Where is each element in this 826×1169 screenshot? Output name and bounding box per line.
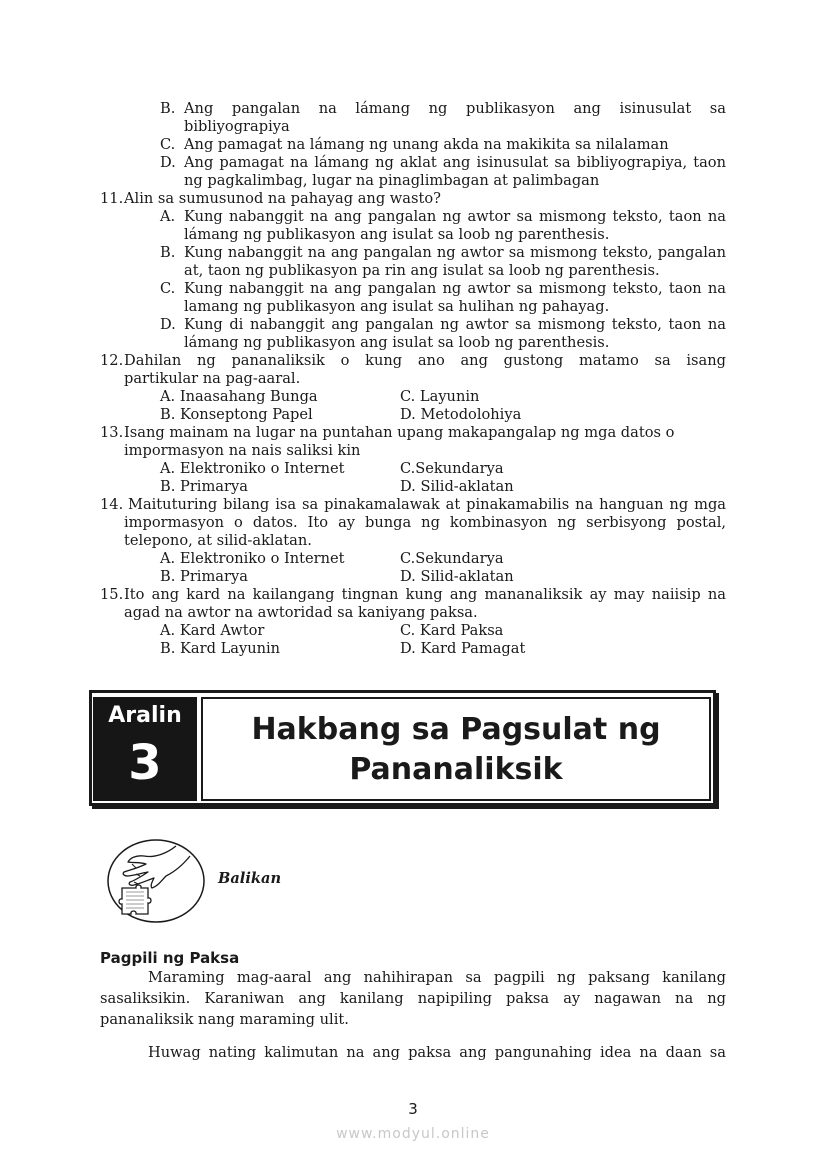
- q12-stem: Dahilan ng pananaliksik o kung ano ang gustong matamo sa isang: [124, 352, 726, 369]
- lesson-title-box: [201, 697, 711, 801]
- q12-stem-cont: partikular na pag-aaral.: [124, 370, 301, 387]
- q14-stem-cont-2: telepono, at silid-aklatan.: [124, 532, 312, 549]
- q11-option-b-text-cont: at, taon ng publikasyon pa rin ang isulat sa loob ng parenthesis.: [184, 262, 660, 279]
- q15-option-a: A. Kard Awtor: [160, 622, 265, 639]
- q14-option-c: C.Sekundarya: [400, 550, 504, 567]
- q13-option-a: A. Elektroniko o Internet: [160, 460, 345, 477]
- q11-option-d-text: Kung di nabanggit ang pangalan ng awtor sa mismong teksto, taon na: [184, 316, 726, 333]
- q11-option-b-letter: B.: [160, 244, 176, 261]
- q15-stem: Ito ang kard na kailangang tingnan kung ang mananaliksik ay may naiisip na: [124, 586, 726, 603]
- paragraph-1-line-2: sasaliksikin. Karaniwan ang kanilang napipiling paksa ay nagawan na ng: [100, 990, 726, 1007]
- q11-number: 11.: [100, 190, 124, 207]
- q10-option-b-text: Ang pangalan na lámang ng publikasyon ang isinusulat sa: [184, 100, 726, 117]
- lesson-title-line-1: Hakbang sa Pagsulat ng: [251, 712, 661, 747]
- q15-stem-cont: agad na awtor na awtoridad sa kaniyang paksa.: [124, 604, 478, 621]
- q15-number: 15.: [100, 586, 124, 603]
- balikan-label: Balikan: [218, 870, 282, 887]
- q12-option-b: B. Konseptong Papel: [160, 406, 313, 423]
- q11-option-c-text: Kung nabanggit na ang pangalan ng awtor sa mismong teksto, taon na: [184, 280, 726, 297]
- q10-option-b-text-cont: bibliyograpiya: [184, 118, 290, 135]
- section-heading: Pagpili ng Paksa: [100, 949, 240, 967]
- q15-option-c: C. Kard Paksa: [400, 622, 504, 639]
- footer-watermark: www.modyul.online: [336, 1126, 490, 1142]
- q15-option-b: B. Kard Layunin: [160, 640, 281, 657]
- q12-number: 12.: [100, 352, 124, 369]
- q11-option-a-text-cont: lámang ng publikasyon ang isulat sa loob ng parenthesis.: [184, 226, 610, 243]
- q11-option-c-letter: C.: [160, 280, 176, 297]
- q10-option-c-text: Ang pamagat na lámang ng unang akda na makikita sa nilalaman: [184, 136, 669, 153]
- aralin-number: 3: [128, 735, 162, 791]
- q10-option-d-letter: D.: [160, 154, 176, 171]
- q11-option-d-letter: D.: [160, 316, 176, 333]
- q14-option-d: D. Silid-aklatan: [400, 568, 514, 585]
- q10-option-b-letter: B.: [160, 100, 176, 117]
- q10-option-c-letter: C.: [160, 136, 176, 153]
- q12-option-d: D. Metodolohiya: [400, 406, 522, 423]
- q11-option-a-letter: A.: [160, 208, 176, 225]
- puzzle-hand-icon: [106, 838, 206, 924]
- q11-option-d-text-cont: lámang ng publikasyon ang isulat sa loob ng parenthesis.: [184, 334, 610, 351]
- q11-stem: Alin sa sumusunod na pahayag ang wasto?: [124, 190, 441, 207]
- q12-option-a: A. Inaasahang Bunga: [160, 388, 318, 405]
- q14-number: 14.: [100, 496, 124, 513]
- q13-option-d: D. Silid-aklatan: [400, 478, 514, 495]
- page-number: 3: [408, 1100, 418, 1118]
- q14-option-b: B. Primarya: [160, 568, 248, 585]
- paragraph-2-line-1: Huwag nating kalimutan na ang paksa ang pangunahing idea na daan sa: [148, 1044, 726, 1061]
- lesson-title-line-2: Pananaliksik: [349, 752, 563, 787]
- paragraph-1-line-1: Maraming mag-aaral ang nahihirapan sa pagpili ng paksang kanilang: [148, 969, 726, 986]
- q11-option-c-text-cont: lamang ng publikasyon ang isulat sa hulihan ng pahayag.: [184, 298, 610, 315]
- q11-option-b-text: Kung nabanggit na ang pangalan ng awtor sa mismong teksto, pangalan: [184, 244, 726, 261]
- q10-option-d-text: Ang pamagat na lámang ng aklat ang isinusulat sa bibliyograpiya, taon: [184, 154, 726, 171]
- q11-option-a-text: Kung nabanggit na ang pangalan ng awtor sa mismong teksto, taon na: [184, 208, 726, 225]
- q10-option-d-text-cont: ng pagkalimbag, lugar na pinaglimbagan at palimbagan: [184, 172, 600, 189]
- q13-stem: Isang mainam na lugar na puntahan upang makapangalap ng mga datos o: [124, 424, 675, 441]
- q13-number: 13.: [100, 424, 124, 441]
- aralin-label: Aralin: [108, 703, 182, 728]
- paragraph-1-line-3: pananaliksik nang maraming ulit.: [100, 1011, 349, 1028]
- q14-stem-cont: impormasyon o datos. Ito ay bunga ng kombinasyon ng serbisyong postal,: [124, 514, 726, 531]
- q14-option-a: A. Elektroniko o Internet: [160, 550, 345, 567]
- q12-option-c: C. Layunin: [400, 388, 480, 405]
- q15-option-d: D. Kard Pamagat: [400, 640, 526, 657]
- q13-option-b: B. Primarya: [160, 478, 248, 495]
- q14-stem: Maituturing bilang isa sa pinakamalawak at pinakamabilis na hanguan ng mga: [128, 496, 726, 513]
- q13-stem-cont: impormasyon na nais saliksi kin: [124, 442, 361, 459]
- q13-option-c: C.Sekundarya: [400, 460, 504, 477]
- aralin-badge: [93, 697, 197, 801]
